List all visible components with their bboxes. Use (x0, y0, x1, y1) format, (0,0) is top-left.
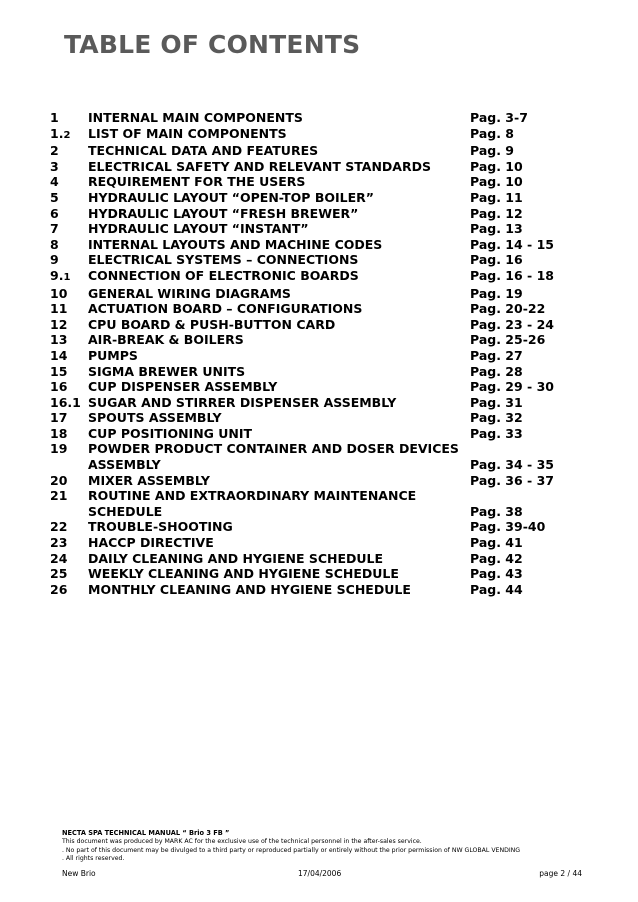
toc-row (50, 441, 570, 457)
toc-number-main: 15 (50, 363, 68, 379)
toc-page-ref: Pag. 34 - 35 (470, 457, 554, 473)
toc-label: MONTHLY CLEANING AND HYGIENE SCHEDULE (88, 581, 411, 597)
toc-row (50, 473, 570, 489)
toc-row (50, 301, 570, 317)
toc-label: CUP DISPENSER ASSEMBLY (88, 379, 278, 395)
toc-row (50, 535, 570, 551)
toc-row (50, 317, 570, 333)
page-title: TABLE OF CONTENTS (64, 30, 361, 59)
toc-page-ref: Pag. 20-22 (470, 301, 546, 317)
toc-number (50, 332, 88, 348)
footer-line-2: . No part of this document may be divulged to a third party or reproduced partially or entirely without the prior permission of NW GLOBAL VENDING (62, 846, 521, 854)
toc-row (50, 252, 570, 268)
toc-number-main: 3 (50, 158, 59, 174)
toc-row (50, 364, 570, 380)
toc-row (50, 426, 570, 442)
footer-doc-name: New Brio (62, 869, 96, 878)
toc-number (50, 519, 88, 535)
toc-number-main: 23 (50, 535, 68, 551)
toc-page-ref: Pag. 23 - 24 (470, 316, 554, 332)
toc-row (50, 504, 570, 520)
toc-label: ELECTRICAL SAFETY AND RELEVANT STANDARDS (88, 158, 431, 174)
toc-number-main: 1 (50, 110, 59, 125)
toc-page-ref: Pag. 31 (470, 394, 523, 410)
toc-page-ref: Pag. 25-26 (470, 332, 546, 348)
toc-row (50, 206, 570, 222)
toc-number (50, 221, 88, 237)
toc-page-ref: Pag. 10 (470, 158, 523, 174)
toc-label: HACCP DIRECTIVE (88, 535, 214, 551)
toc-number (50, 488, 88, 504)
toc-number-sub: 1 (63, 271, 71, 283)
toc-number (50, 237, 88, 253)
toc-label: SCHEDULE (88, 503, 163, 519)
toc-number-main: 24 (50, 550, 68, 566)
toc-number (50, 410, 88, 426)
toc-row (50, 110, 570, 126)
toc-page-ref: Pag. 16 - 18 (470, 267, 554, 283)
toc-label: LIST OF MAIN COMPONENTS (88, 125, 287, 141)
toc-number-main: 10 (50, 285, 68, 301)
toc-number-main: 13 (50, 332, 68, 348)
toc-label: CUP POSITIONING UNIT (88, 425, 253, 441)
toc-label: REQUIREMENT FOR THE USERS (88, 174, 306, 190)
toc-number-main: 25 (50, 566, 68, 582)
footer-title: NECTA SPA TECHNICAL MANUAL “ Brio 3 FB ” (62, 829, 230, 837)
toc-number-main: 6 (50, 205, 59, 221)
toc-number (50, 286, 88, 302)
toc-row (50, 174, 570, 190)
toc-number (50, 348, 88, 364)
footer-line-3: . All rights reserved. (62, 855, 125, 863)
toc-page-ref: Pag. 39-40 (470, 519, 546, 535)
toc-row (50, 332, 570, 348)
toc-label: POWDER PRODUCT CONTAINER AND DOSER DEVICES (88, 441, 459, 457)
toc-number (50, 206, 88, 222)
toc-page-ref: Pag. 11 (470, 189, 523, 205)
toc-page-ref: Pag. 8 (470, 125, 515, 141)
toc-number-main: 1. (50, 125, 64, 141)
toc-number-main: 20 (50, 472, 68, 488)
toc-label: DAILY CLEANING AND HYGIENE SCHEDULE (88, 550, 384, 566)
toc-row (50, 582, 570, 598)
toc-label: INTERNAL LAYOUTS AND MACHINE CODES (88, 236, 383, 252)
toc-number-main: 12 (50, 316, 68, 332)
toc-number (50, 441, 88, 457)
toc-number (50, 582, 88, 598)
toc-row (50, 159, 570, 175)
toc-label: SPOUTS ASSEMBLY (88, 410, 222, 426)
footer-notice (62, 829, 582, 864)
toc-page-ref: Pag. 32 (470, 410, 523, 426)
toc-page-ref: Pag. 12 (470, 205, 523, 221)
toc-number-main: 16.1 (50, 394, 81, 410)
toc-row (50, 395, 570, 411)
table-of-contents (50, 110, 570, 597)
toc-number-main: 26 (50, 581, 68, 597)
toc-number-main: 9 (50, 252, 59, 268)
toc-number-main: 9. (50, 267, 64, 283)
toc-row (50, 410, 570, 426)
toc-label: MIXER ASSEMBLY (88, 472, 210, 488)
toc-page-ref: Pag. 27 (470, 347, 523, 363)
toc-page-ref: Pag. 33 (470, 425, 523, 441)
toc-number (50, 110, 88, 126)
toc-page-ref: Pag. 28 (470, 363, 523, 379)
toc-number-main: 5 (50, 189, 59, 205)
toc-number-main: 21 (50, 488, 68, 504)
toc-page-ref: Pag. 3-7 (470, 110, 528, 125)
toc-row (50, 126, 570, 144)
toc-number (50, 268, 88, 286)
toc-page-ref: Pag. 19 (470, 285, 523, 301)
toc-number-main: 17 (50, 410, 68, 426)
toc-number (50, 301, 88, 317)
toc-page-ref: Pag. 13 (470, 221, 523, 237)
toc-label: SUGAR AND STIRRER DISPENSER ASSEMBLY (88, 394, 397, 410)
toc-label: SIGMA BREWER UNITS (88, 363, 246, 379)
toc-label: AIR-BREAK & BOILERS (88, 332, 244, 348)
toc-page-ref: Pag. 38 (470, 503, 523, 519)
toc-number-main: 8 (50, 236, 59, 252)
toc-row (50, 519, 570, 535)
toc-number (50, 143, 88, 159)
toc-page-ref: Pag. 29 - 30 (470, 379, 554, 395)
toc-number (50, 566, 88, 582)
toc-number (50, 252, 88, 268)
toc-row (50, 190, 570, 206)
toc-number-main: 2 (50, 143, 59, 159)
footer-date: 17/04/2006 (298, 869, 342, 878)
toc-row (50, 348, 570, 364)
toc-number-main: 18 (50, 425, 68, 441)
toc-row (50, 143, 570, 159)
toc-number-main: 4 (50, 174, 59, 190)
toc-row (50, 286, 570, 302)
toc-page-ref: Pag. 41 (470, 535, 523, 551)
toc-number (50, 190, 88, 206)
toc-number (50, 317, 88, 333)
toc-row (50, 566, 570, 582)
toc-row (50, 551, 570, 567)
toc-page-ref: Pag. 16 (470, 252, 523, 268)
toc-number-main: 7 (50, 221, 59, 237)
toc-page-ref: Pag. 43 (470, 566, 523, 582)
toc-page-ref: Pag. 36 - 37 (470, 472, 554, 488)
toc-number (50, 126, 88, 144)
toc-number (50, 159, 88, 175)
toc-label: PUMPS (88, 347, 138, 363)
toc-label: HYDRAULIC LAYOUT “OPEN-TOP BOILER” (88, 189, 374, 205)
toc-page-ref: Pag. 9 (470, 143, 515, 159)
toc-number-main: 19 (50, 441, 68, 457)
footer-page-number: page 2 / 44 (539, 869, 582, 878)
toc-number-main: 22 (50, 519, 68, 535)
toc-page-ref: Pag. 14 - 15 (470, 236, 554, 252)
toc-number (50, 426, 88, 442)
toc-page-ref: Pag. 10 (470, 174, 523, 190)
toc-number (50, 395, 88, 411)
toc-label: GENERAL WIRING DIAGRAMS (88, 285, 291, 301)
toc-number-main: 14 (50, 347, 68, 363)
toc-label: TROUBLE-SHOOTING (88, 519, 233, 535)
footer-line-1: This document was produced by MARK AC for the exclusive use of the technical personnel in the after-sales service. (62, 837, 422, 845)
toc-number-sub: 2 (63, 129, 71, 141)
toc-label: CONNECTION OF ELECTRONIC BOARDS (88, 267, 359, 283)
toc-number-main: 11 (50, 301, 68, 317)
toc-label: INTERNAL MAIN COMPONENTS (88, 110, 303, 125)
toc-number (50, 364, 88, 380)
toc-label: ELECTRICAL SYSTEMS – CONNECTIONS (88, 252, 359, 268)
toc-label: CPU BOARD & PUSH-BUTTON CARD (88, 316, 336, 332)
toc-page-ref: Pag. 44 (470, 581, 523, 597)
toc-number (50, 535, 88, 551)
toc-number (50, 551, 88, 567)
toc-number (50, 379, 88, 395)
toc-label: HYDRAULIC LAYOUT “INSTANT” (88, 221, 309, 237)
toc-page-ref: Pag. 42 (470, 550, 523, 566)
toc-number (50, 174, 88, 190)
toc-label: WEEKLY CLEANING AND HYGIENE SCHEDULE (88, 566, 399, 582)
toc-row (50, 268, 570, 286)
toc-label: TECHNICAL DATA AND FEATURES (88, 143, 319, 159)
toc-label: HYDRAULIC LAYOUT “FRESH BREWER” (88, 205, 359, 221)
toc-row (50, 457, 570, 473)
toc-row (50, 237, 570, 253)
toc-row (50, 488, 570, 504)
toc-number (50, 473, 88, 489)
toc-row (50, 379, 570, 395)
toc-row (50, 221, 570, 237)
toc-label: ASSEMBLY (88, 457, 161, 473)
toc-label: ROUTINE AND EXTRAORDINARY MAINTENANCE (88, 488, 417, 504)
toc-label: ACTUATION BOARD – CONFIGURATIONS (88, 301, 363, 317)
toc-number-main: 16 (50, 379, 68, 395)
